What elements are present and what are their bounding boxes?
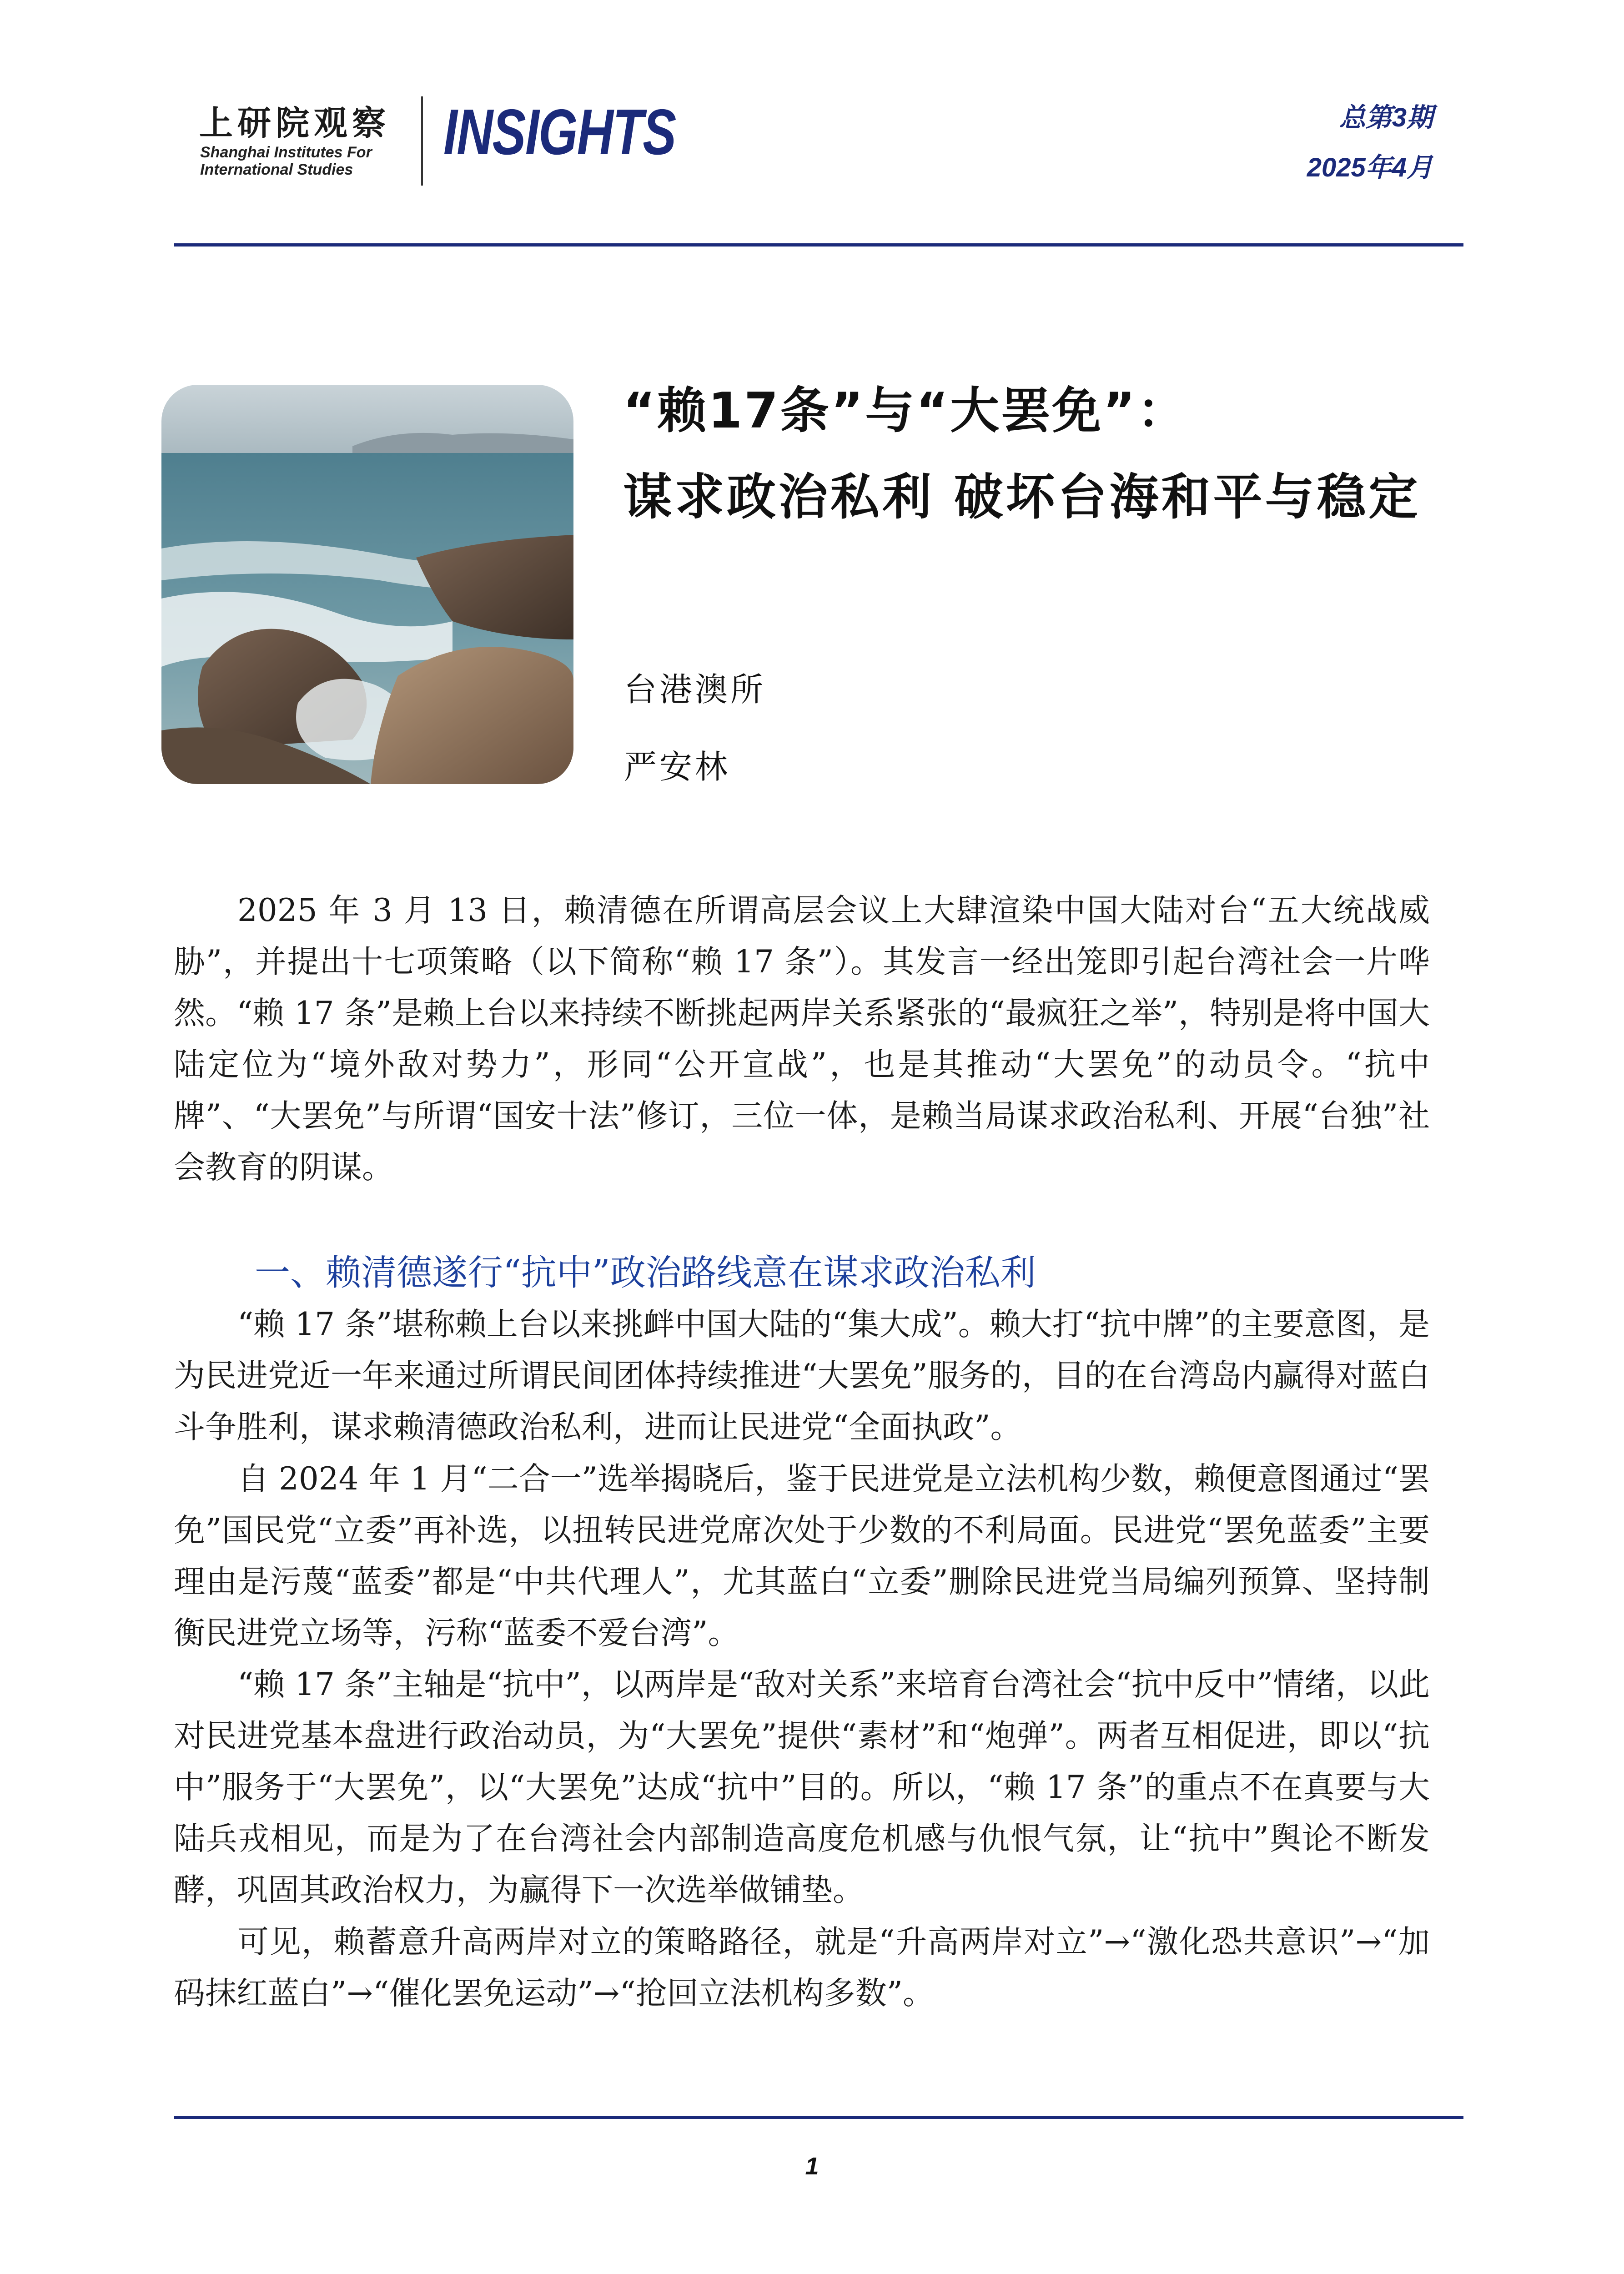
institute-logo-chinese: 上研院观察 [199,104,390,143]
article-title-line1: “赖17条”与“大罢免”： [623,382,1188,439]
section-heading: 一、赖清德遂行“抗中”政治路线意在谋求政治私利 [255,1253,1036,1293]
issue-number: 总第3期 [1339,103,1433,132]
series-title: INSIGHTS [443,96,676,168]
page-number: 1 [805,2153,819,2180]
seascape-photo [161,385,573,784]
logo-divider [421,96,423,186]
body-paragraph-4: 可见，赖蓄意升高两岸对立的策略路径，就是“升高两岸对立”→“激化恐共意识”→“加码抹红蓝白”→“催化罢免运动”→“抢回立法机构多数”。 [174,1924,1430,2012]
body-paragraph-1: “赖 17 条”堪称赖上台以来挑衅中国大陆的“集大成”。赖大打“抗中牌”的主要意图，是为民进党近一年来通过所谓民间团体持续推进“大罢免”服务的，目的在台湾岛内赢得对蓝白斗争胜利，谋求赖清德政治私利，进而让民进党“全面执政”。 [174,1306,1430,1445]
seascape-image [161,385,573,784]
article-title-line2: 谋求政治私利 破坏台海和平与稳定 [623,469,1421,526]
body-paragraph-2: 自 2024 年 1 月“二合一”选举揭晓后，鉴于民进党是立法机构少数，赖便意图通过“罢免”国民党“立委”再补选，以扭转民进党席次处于少数的不利局面。民进党“罢免蓝委”主要理由是污蔑“蓝委”都是“中共代理人”，尤其蓝白“立委”删除民进党当局编列预算、坚持制衡民进党立场等，污称“蓝委不爱台湾”。 [174,1461,1430,1651]
institute-logo-english-line2: International Studies [200,161,353,178]
issue-date: 2025年4月 [1307,153,1433,182]
author-name: 严安林 [624,748,731,786]
intro-paragraph: 2025 年 3 月 13 日，赖清德在所谓高层会议上大肆渲染中国大陆对台“五大统战威胁”，并提出十七项策略（以下简称“赖 17 条”）。其发言一经出笼即引起台湾社会一片哗然。“赖 17 条”是赖上台以来持续不断挑起两岸关系紧张的“最疯狂之举”，特别是将中国大陆定位为“境外敌对势力”，形同“公开宣战”，也是其推动“大罢免”的动员令。“抗中牌”、“大罢免”与所谓“国安十法”修订，三位一体，是赖当局谋求政治私利、开展“台独”社会教育的阴谋。 [174,892,1430,1186]
institute-logo-english-line1: Shanghai Institutes For [200,144,372,161]
footer-rule [174,2116,1463,2119]
body-paragraph-3: “赖 17 条”主轴是“抗中”，以两岸是“敌对关系”来培育台湾社会“抗中反中”情绪，以此对民进党基本盘进行政治动员，为“大罢免”提供“素材”和“炮弹”。两者互相促进，即以“抗中”服务于“大罢免”，以“大罢免”达成“抗中”目的。所以，“赖 17 条”的重点不在真要与大陆兵戎相见，而是为了在台湾社会内部制造高度危机感与仇恨气氛，让“抗中”舆论不断发酵，巩固其政治权力，为赢得下一次选举做铺垫。 [174,1666,1430,1908]
header-rule [174,243,1463,247]
author-department: 台港澳所 [624,670,766,709]
